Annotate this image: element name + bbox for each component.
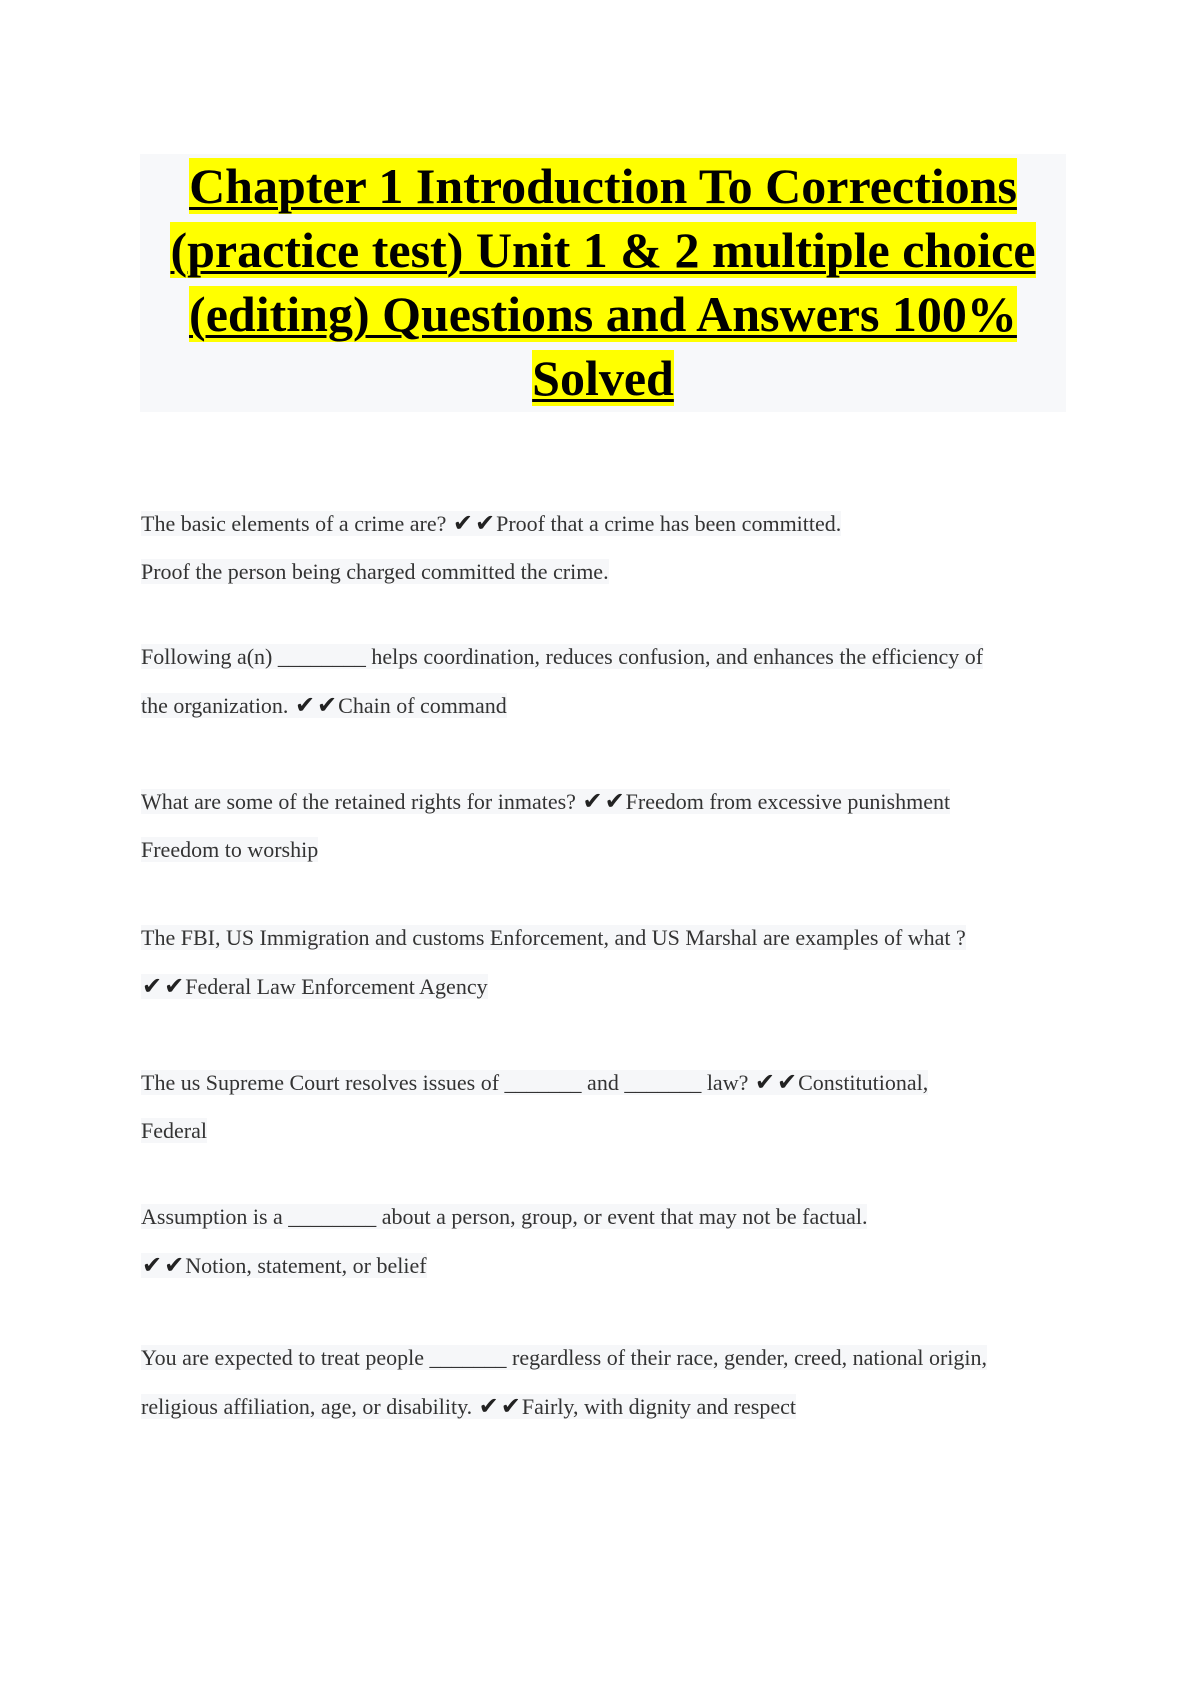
qa-item xyxy=(141,1058,1081,1155)
answer-text: Freedom from excessive punishment xyxy=(625,789,951,814)
qa-item xyxy=(141,499,1081,596)
check-icon: ✔ xyxy=(142,972,163,1000)
qa-line xyxy=(141,826,1081,874)
question-text: The FBI, US Immigration and customs Enforcement, and US Marshal are examples of what ? xyxy=(141,925,966,950)
qa-line xyxy=(141,1382,1081,1431)
answer-text: Chain of command xyxy=(338,693,507,718)
question-text: You are expected to treat people _______ regardless of their race, gender, creed, national origin, xyxy=(141,1345,988,1370)
qa-line xyxy=(141,681,1081,730)
check-icon: ✔ xyxy=(478,1392,499,1420)
qa-line xyxy=(141,633,1081,681)
qa-item xyxy=(141,1334,1081,1431)
qa-line xyxy=(141,499,1081,548)
answer-text: Freedom to worship xyxy=(141,837,319,862)
qa-item xyxy=(141,633,1081,730)
check-icon: ✔ xyxy=(142,1251,163,1279)
qa-line xyxy=(141,914,1081,962)
check-icon: ✔ xyxy=(500,1392,521,1420)
check-icon: ✔ xyxy=(754,1068,775,1096)
qa-line xyxy=(141,548,1081,596)
check-icon: ✔ xyxy=(294,691,316,719)
question-text: What are some of the retained rights for inmates? xyxy=(141,789,576,814)
qa-line xyxy=(141,1241,1081,1290)
question-text: religious affiliation, age, or disability. xyxy=(141,1394,473,1419)
check-icon: ✔ xyxy=(164,972,185,1000)
check-icon: ✔ xyxy=(164,1251,185,1279)
qa-item xyxy=(141,1193,1081,1290)
answer-text: Fairly, with dignity and respect xyxy=(521,1394,797,1419)
question-text: Following a(n) ________ helps coordination, reduces confusion, and enhances the efficiency of xyxy=(141,644,984,669)
question-text: Assumption is a ________ about a person, group, or event that may not be factual. xyxy=(141,1204,868,1229)
title-line: Chapter 1 Introduction To Corrections xyxy=(189,158,1017,214)
title-line: (practice test) Unit 1 & 2 multiple choice xyxy=(170,222,1036,278)
title-line: (editing) Questions and Answers 100% xyxy=(189,286,1017,342)
question-text: the organization. xyxy=(141,693,289,718)
question-text: The us Supreme Court resolves issues of _______ and _______ law? xyxy=(141,1070,749,1095)
document-title xyxy=(140,154,1066,410)
qa-line xyxy=(141,777,1081,826)
qa-line xyxy=(141,1193,1081,1241)
check-icon: ✔ xyxy=(475,509,496,537)
title-box xyxy=(140,154,1066,412)
question-text: The basic elements of a crime are? xyxy=(141,511,447,536)
answer-text: Proof that a crime has been committed. xyxy=(496,511,842,536)
answer-text: Notion, statement, or belief xyxy=(185,1253,427,1278)
qa-line xyxy=(141,1058,1081,1107)
answer-text: Constitutional, xyxy=(798,1070,929,1095)
check-icon: ✔ xyxy=(582,787,603,815)
qa-item xyxy=(141,777,1081,874)
check-icon: ✔ xyxy=(604,787,625,815)
check-icon: ✔ xyxy=(317,691,338,719)
qa-line xyxy=(141,1334,1081,1382)
answer-text: Federal Law Enforcement Agency xyxy=(185,974,488,999)
qa-line xyxy=(141,1107,1081,1155)
answer-text: Federal xyxy=(141,1118,207,1143)
answer-text: Proof the person being charged committed the crime. xyxy=(141,559,609,584)
qa-item xyxy=(141,914,1081,1011)
qa-line xyxy=(141,962,1081,1011)
check-icon: ✔ xyxy=(776,1068,798,1096)
title-line: Solved xyxy=(532,350,674,406)
check-icon: ✔ xyxy=(452,509,473,537)
